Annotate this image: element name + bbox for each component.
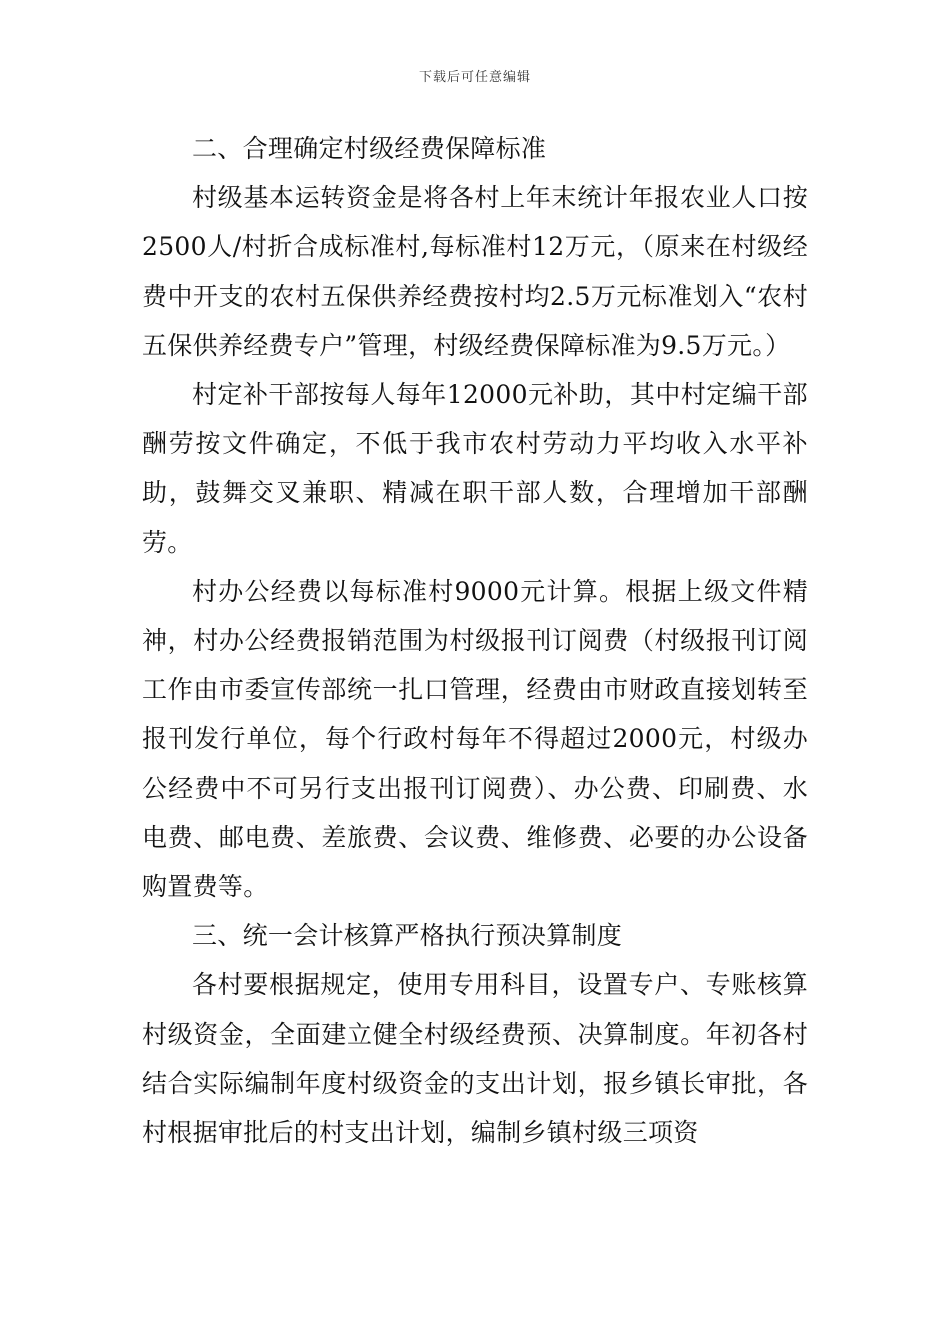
paragraph: 各村要根据规定，使用专用科目，设置专户、专账核算村级资金，全面建立健全村级经费预、决算制度。年初各村结合实际编制年度村级资金的支出计划，报乡镇长审批，各村根据审批后的村支出计划，编制乡镇村级三项资 bbox=[142, 970, 808, 1148]
section-heading-2: 二、合理确定村级经费保障标准 bbox=[192, 134, 547, 163]
header-note: 下载后可任意编辑 bbox=[418, 70, 531, 85]
paragraph: 村级基本运转资金是将各村上年末统计年报农业人口按2500人/村折合成标准村,每标准村12万元，（原来在村级经费中开支的农村五保供养经费按村均2.5万元标准划入“农村五保供养经费专户”管理，村级经费保障标准为9.5万元。） bbox=[142, 183, 808, 360]
paragraph: 村定补干部按每人每年12000元补助，其中村定编干部酬劳按文件确定，不低于我市农村劳动力平均收入水平补助，鼓舞交叉兼职、精减在职干部人数，合理增加干部酬劳。 bbox=[142, 380, 808, 557]
section-heading-3: 三、统一会计核算严格执行预决算制度 bbox=[192, 921, 623, 951]
paragraph: 村办公经费以每标准村9000元计算。根据上级文件精神，村办公经费报销范围为村级报刊订阅费（村级报刊订阅工作由市委宣传部统一扎口管理，经费由市财政直接划转至报刊发行单位，每个行政村每年不得超过2000元，村级办公经费中不可另行支出报刊订阅费）、办公费、印刷费、水电费、邮电费、差旅费、会议费、维修费、必要的办公设备购置费等。 bbox=[142, 576, 808, 902]
document-body bbox=[142, 124, 808, 1157]
